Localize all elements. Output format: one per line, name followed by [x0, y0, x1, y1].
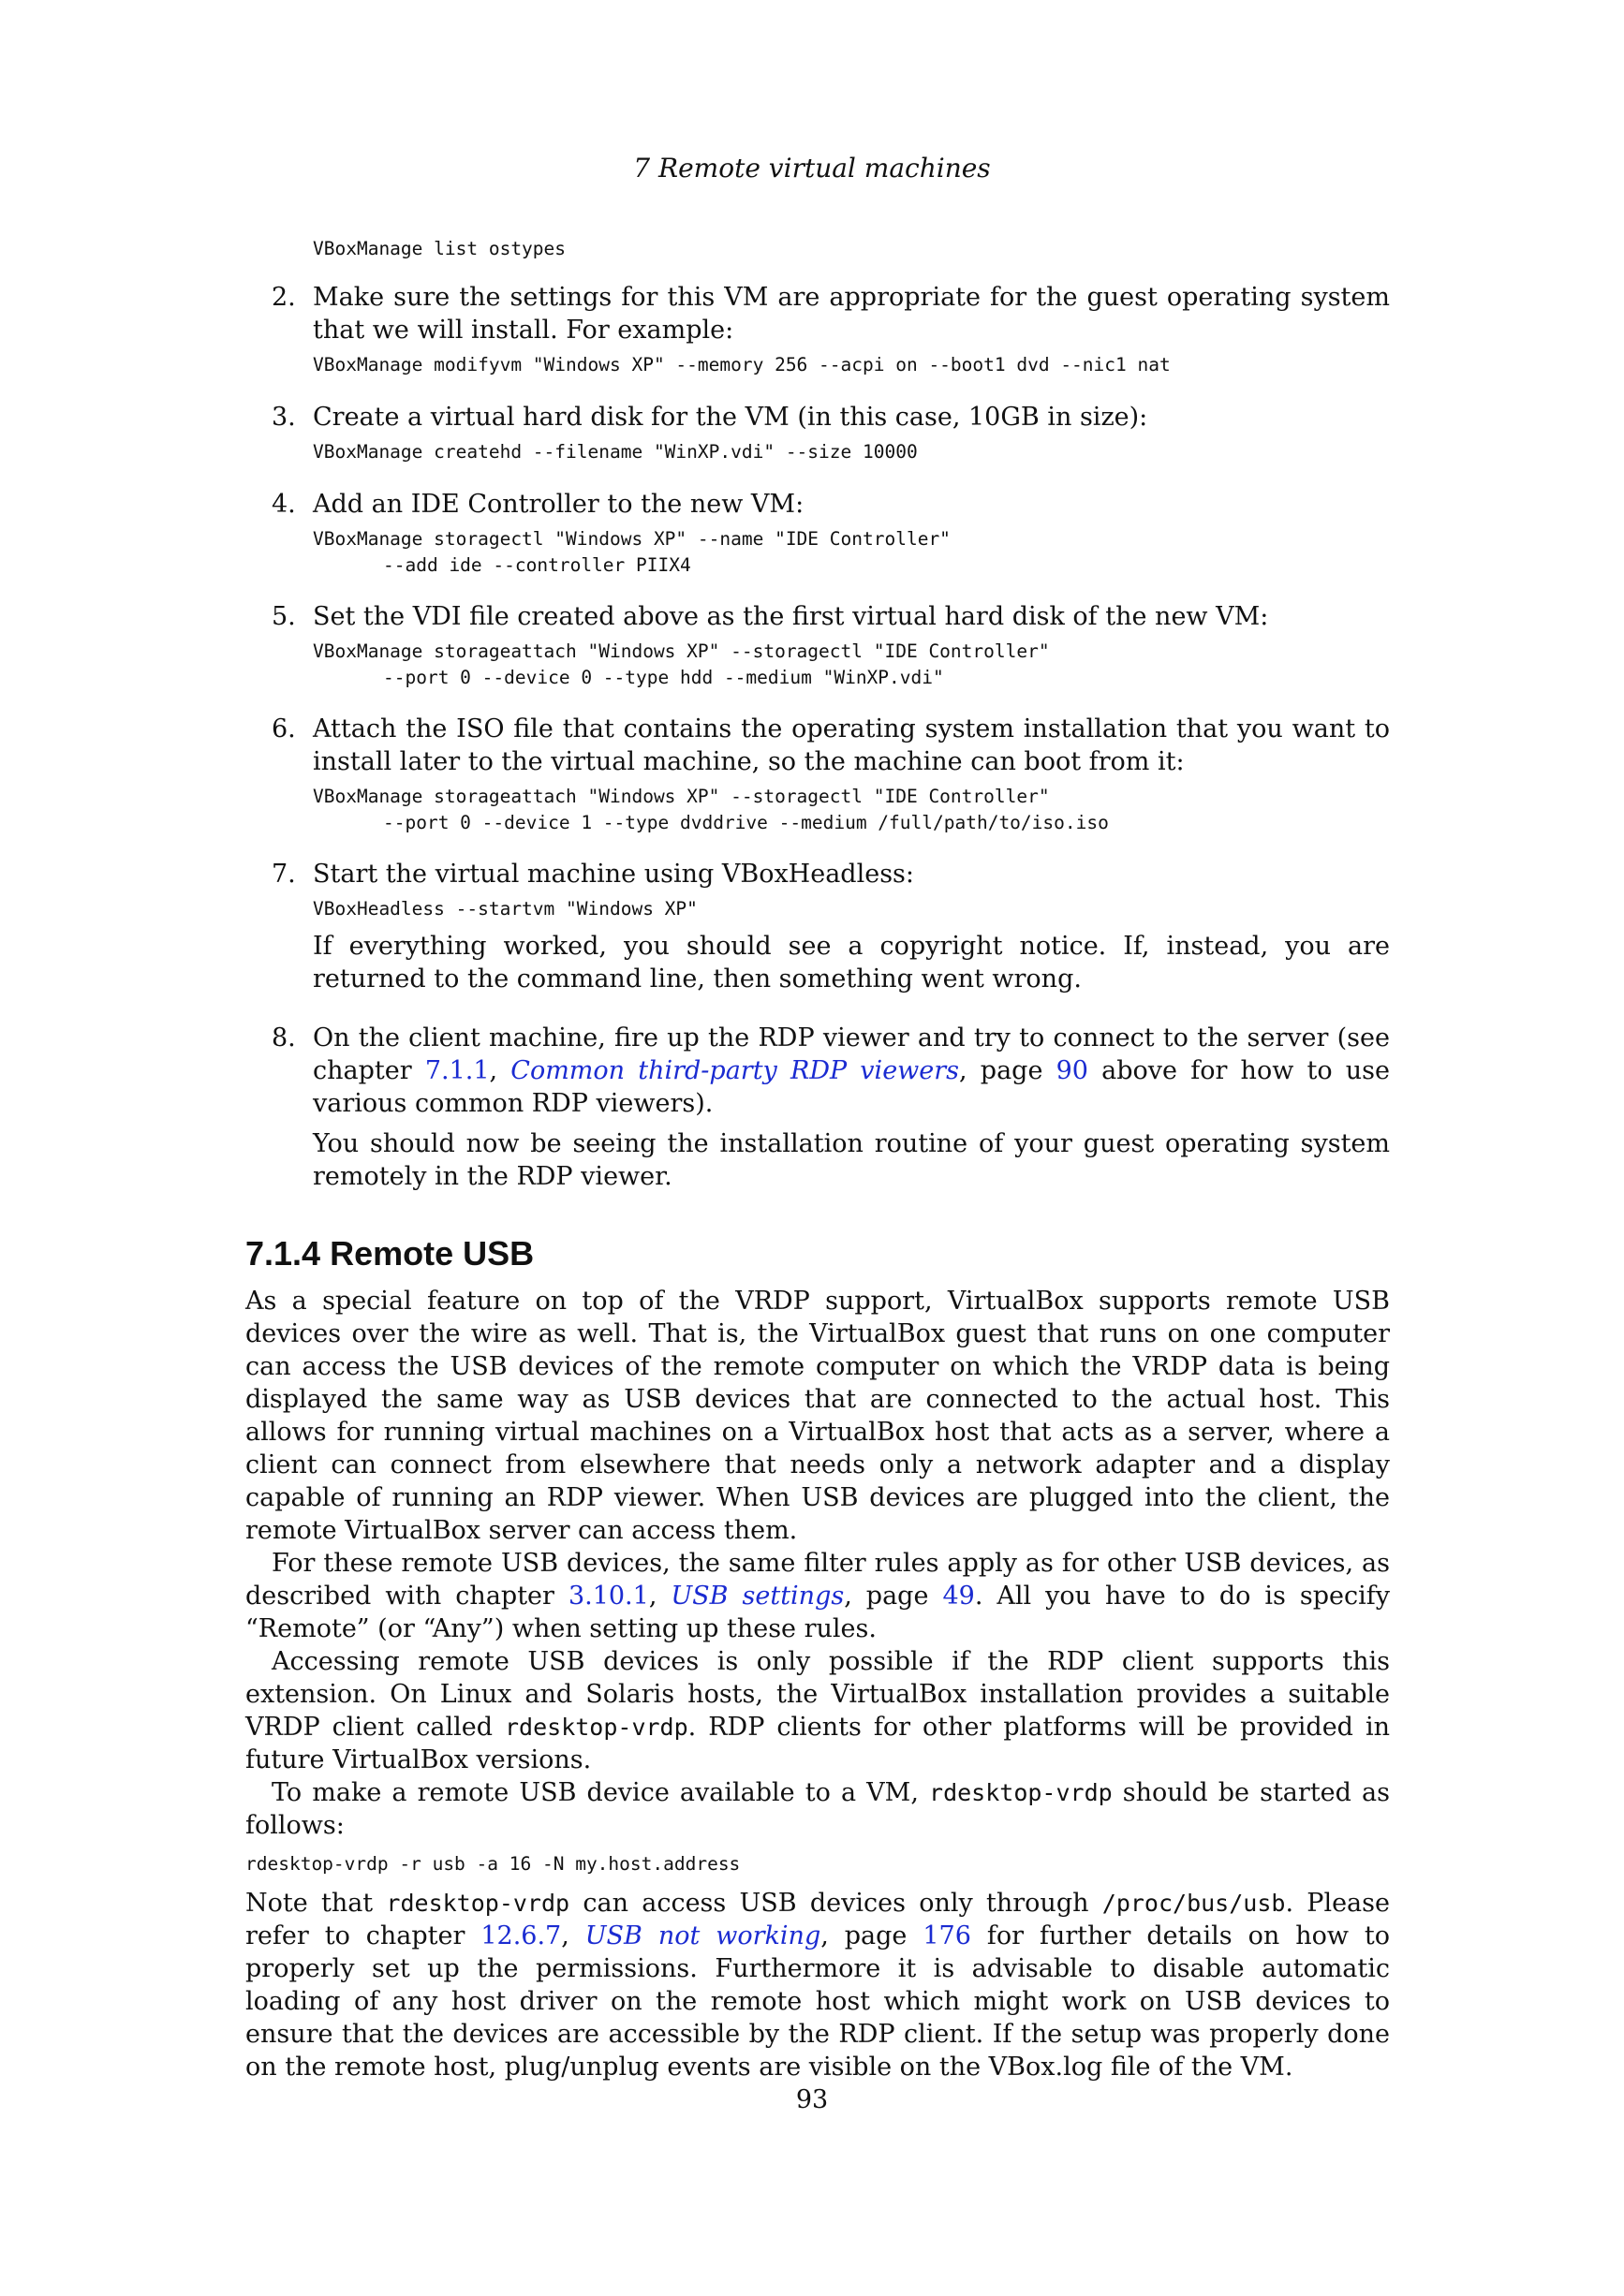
page-link[interactable]: 90 — [1056, 1056, 1088, 1085]
inline-code: /proc/bus/usb — [1101, 1890, 1286, 1917]
inline-code: rdesktop-vrdp — [504, 1714, 688, 1741]
code-line: VBoxManage createhd --filename "WinXP.vdi" --size 10000 — [313, 441, 918, 463]
list-item-7 — [245, 858, 1390, 995]
list-item-4 — [245, 488, 1390, 579]
code-line: rdesktop-vrdp -r usb -a 16 -N my.host.address — [245, 1853, 741, 1875]
text-run: Accessing remote USB devices is only possible if the RDP client supports this extension. On Linux and Solaris hosts, the VirtualBox installation provides a suitable VRDP client called — [245, 1647, 1390, 1742]
text-run: , page — [844, 1582, 943, 1611]
item-text — [313, 1022, 1390, 1120]
page-link[interactable]: 176 — [923, 1921, 971, 1950]
chapter-title-link[interactable]: Common third-party RDP viewers — [510, 1056, 960, 1085]
item-number: 6. — [272, 714, 296, 743]
text-run: can access USB devices only through — [569, 1889, 1102, 1918]
text-run: For these remote USB devices, the same filter rules apply as for other USB devices, as described with chapter — [245, 1549, 1390, 1611]
text-run: , — [561, 1921, 585, 1950]
paragraph — [245, 1547, 1390, 1645]
item-number: 5. — [272, 602, 296, 631]
item-number: 4. — [272, 490, 296, 519]
page-number: 93 — [795, 2085, 829, 2114]
item-followup-text: If everything worked, you should see a copyright notice. If, instead, you are returned to the command line, then something went wrong. — [313, 932, 1390, 993]
paragraph: As a special feature on top of the VRDP support, VirtualBox supports remote USB devices over the wire as well. That is, the VirtualBox guest that runs on one computer can access the USB devices of the remote computer on which the VRDP data is being displayed the same way as USB devices that are connected to the actual host. This allows for running virtual machines on a VirtualBox host that acts as a server, where a client can connect from elsewhere that needs only a network adapter and a display capable of running an RDP viewer. When USB devices are plugged into the client, the remote VirtualBox server can access them. — [245, 1287, 1390, 1545]
code-line: --port 0 --device 0 --type hdd --medium "WinXP.vdi" — [383, 667, 944, 688]
text-run: , — [489, 1056, 511, 1085]
code-line: VBoxManage list ostypes — [313, 238, 567, 259]
item-number: 8. — [272, 1023, 296, 1052]
item-text: Add an IDE Controller to the new VM: — [313, 490, 805, 519]
item-text: Start the virtual machine using VBoxHeadless: — [313, 860, 915, 889]
list-item-8 — [245, 1022, 1390, 1193]
list-item-5 — [245, 600, 1390, 691]
code-line: --add ide --controller PIIX4 — [383, 554, 691, 576]
list-item-2 — [245, 281, 1390, 378]
code-line: --port 0 --device 1 --type dvddrive --medium /full/path/to/iso.iso — [383, 812, 1109, 833]
section-body — [245, 1285, 1390, 2083]
text-run: On the client machine, fire up the RDP viewer and try to connect to the server (see chapter — [313, 1023, 1390, 1085]
chapter-title-link[interactable]: USB not working — [584, 1921, 821, 1950]
chapter-title-link[interactable]: USB settings — [671, 1582, 845, 1611]
paragraph — [245, 1887, 1390, 2083]
running-header: 7 Remote virtual machines — [633, 153, 991, 184]
text-run: , page — [820, 1921, 923, 1950]
item-text: Create a virtual hard disk for the VM (in this case, 10GB in size): — [313, 403, 1148, 432]
code-line: VBoxManage modifyvm "Windows XP" --memory 256 --acpi on --boot1 dvd --nic1 nat — [313, 354, 1171, 375]
paragraph — [245, 1776, 1390, 1842]
text-run: should be started as follows: — [245, 1778, 1390, 1840]
item-text: Make sure the settings for this VM are appropriate for the guest operating system that we will install. For example: — [313, 283, 1390, 345]
code-line: VBoxManage storagectl "Windows XP" --name "IDE Controller" — [313, 528, 951, 550]
text-run: . Please refer to chapter — [245, 1889, 1390, 1950]
text-run: . All you have to do is specify “Remote” (or “Any”) when setting up these rules. — [245, 1582, 1391, 1643]
section-heading: 7.1.4 Remote USB — [245, 1234, 535, 1273]
text-run: for further details on how to properly set up the permissions. Furthermore it is advisable to disable automatic loading of any host driver on the remote host which might work on USB devices to ensure that the devices are accessible by the RDP client. If the setup was properly done on the remote host, plug/unplug events are visible on the VBox.log file of the VM. — [245, 1921, 1391, 2082]
text-run: , page — [959, 1056, 1056, 1085]
intro-code-block — [245, 236, 1390, 262]
inline-code: rdesktop-vrdp — [386, 1890, 570, 1917]
list-item-3 — [245, 401, 1390, 465]
text-run: . RDP clients for other platforms will be provided in future VirtualBox versions. — [245, 1713, 1390, 1774]
item-followup-text: You should now be seeing the installation routine of your guest operating system remotely in the RDP viewer. — [313, 1129, 1390, 1191]
code-line: VBoxManage storageattach "Windows XP" --storagectl "IDE Controller" — [313, 640, 1050, 662]
text-run: Note that — [245, 1889, 387, 1918]
code-line: VBoxHeadless --startvm "Windows XP" — [313, 898, 698, 920]
chapter-link[interactable]: 3.10.1 — [568, 1582, 649, 1611]
item-number: 3. — [272, 403, 296, 432]
list-item-6 — [245, 713, 1390, 836]
text-run: , — [648, 1582, 672, 1611]
item-text: Attach the ISO file that contains the operating system installation that you want to install later to the virtual machine, so the machine can boot from it: — [313, 714, 1390, 776]
item-number: 2. — [272, 283, 296, 312]
page-link[interactable]: 49 — [942, 1582, 975, 1611]
item-text: Set the VDI file created above as the first virtual hard disk of the new VM: — [313, 602, 1269, 631]
paragraph — [245, 1645, 1390, 1776]
chapter-link[interactable]: 12.6.7 — [480, 1921, 562, 1950]
item-number: 7. — [272, 860, 296, 889]
inline-code: rdesktop-vrdp — [929, 1779, 1113, 1806]
chapter-link[interactable]: 7.1.1 — [424, 1056, 490, 1085]
text-run: To make a remote USB device available to a VM, — [272, 1778, 930, 1807]
text-run: above for how to use various common RDP viewers). — [313, 1056, 1390, 1118]
code-line: VBoxManage storageattach "Windows XP" --storagectl "IDE Controller" — [313, 786, 1050, 807]
